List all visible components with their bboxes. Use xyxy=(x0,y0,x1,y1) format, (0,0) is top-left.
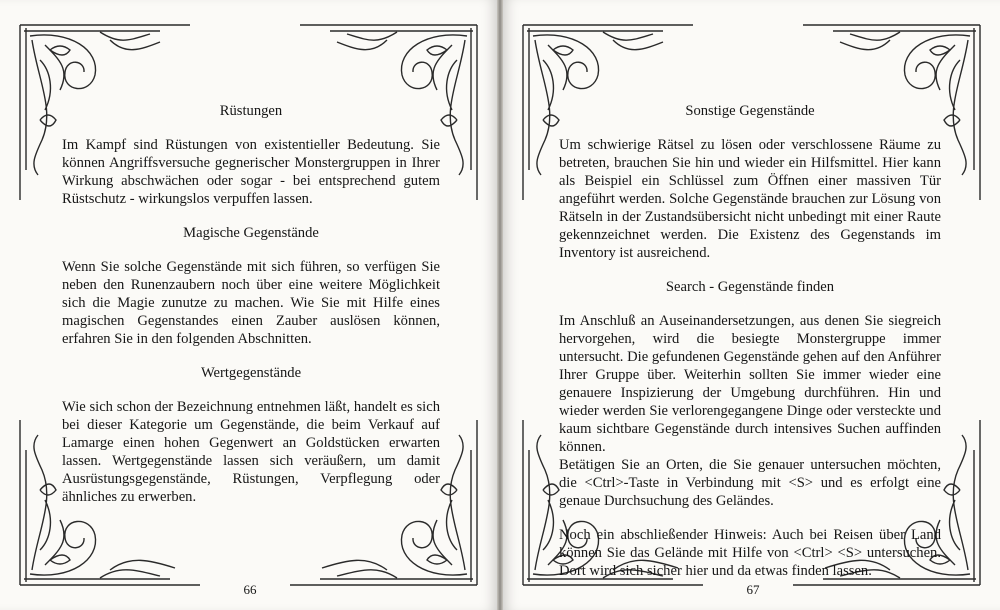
paragraph-search-3: Noch ein abschließender Hinweis: Auch bei Reisen über Land können Sie das Gelände mit Hilfe von <Ctrl> <S> untersuchen. Dort wird sich sicher hier und da etwas finden lassen. xyxy=(559,527,941,579)
page-number-right: 67 xyxy=(746,582,760,597)
paragraph-search-1: Im Anschluß an Auseinandersetzungen, aus denen Sie siegreich hervorgehen, wird die besiegte Monstergruppe immer untersucht. Die gefundenen Gegenstände gehen auf den Anführer Ihrer Gruppe über. Weiterhin sollten Sie immer wieder eine genauere Inspizierung der Umgebung durchführen. Hin und wieder werden Sie verlorengegangene Dinge oder versteckte und kaum sichtbare Gegenstände durch intensives Suchen auffinden können. xyxy=(559,313,941,455)
section-heading-magische-gegenstaende: Magische Gegenstände xyxy=(183,225,319,241)
right-page-text xyxy=(559,102,941,596)
section-heading-search: Search - Gegenstände finden xyxy=(665,279,835,295)
right-page xyxy=(503,0,1000,610)
paragraph-sonstige-gegenstaende: Um schwierige Rätsel zu lösen oder verschlossene Räume zu betreten, brauchen Sie hin und wieder ein Hilfsmittel. Hier kann als Beispiel ein Schlüssel zum Öffnen einer massiven Tür angeführt werden. Solche Gegenstände brauchen zur Lösung von Rätseln in der Zustandsübersicht nicht unbedingt mit einer Raute gekennzeichnet werden. Die Existenz des Gegenstands im Inventory ist ausreichend. xyxy=(559,137,941,261)
paragraph-ruestungen: Im Kampf sind Rüstungen von existentieller Bedeutung. Sie können Angriffsversuche gegnerischer Monstergruppen in Ihrer Wirkung abschwächen oder sogar - bei entsprechend gutem Rüstschutz - wirkungslos verpuffen lassen. xyxy=(62,137,440,207)
section-heading-sonstige-gegenstaende: Sonstige Gegenstände xyxy=(685,103,815,119)
paragraph-search-2: Betätigen Sie an Orten, die Sie genauer untersuchen möchten, die <Ctrl>-Taste in Verbindung mit <S> und es erfolgt eine genaue Durchsuchung des Geländes. xyxy=(559,457,941,509)
section-heading-ruestungen: Rüstungen xyxy=(219,103,283,119)
paragraph-magische-gegenstaende: Wenn Sie solche Gegenstände mit sich führen, so verfügen Sie neben den Runenzaubern noch über eine weitere Möglichkeit sich die Magie zunutze zu machen. Wie Sie mit Hilfe eines magischen Gegenstandes einen Zauber auslösen können, erfahren Sie in den folgenden Abschnitten. xyxy=(62,259,440,347)
paragraph-wertgegenstaende: Wie sich schon der Bezeichnung entnehmen läßt, handelt es sich bei dieser Kategorie um Gegenstände, die beim Verkauf auf Lamarge einen hohen Gegenwert an Goldstücken erwarten lassen. Wertgegenstände lassen sich veräußern, um damit Ausrüstungsgegenstände, Rüstungen, Verpflegung oder ähnliches zu erwerben. xyxy=(62,399,440,505)
left-page-text xyxy=(62,102,440,522)
section-heading-wertgegenstaende: Wertgegenstände xyxy=(200,365,302,381)
page-number-left: 66 xyxy=(243,582,257,597)
left-page xyxy=(0,0,497,610)
